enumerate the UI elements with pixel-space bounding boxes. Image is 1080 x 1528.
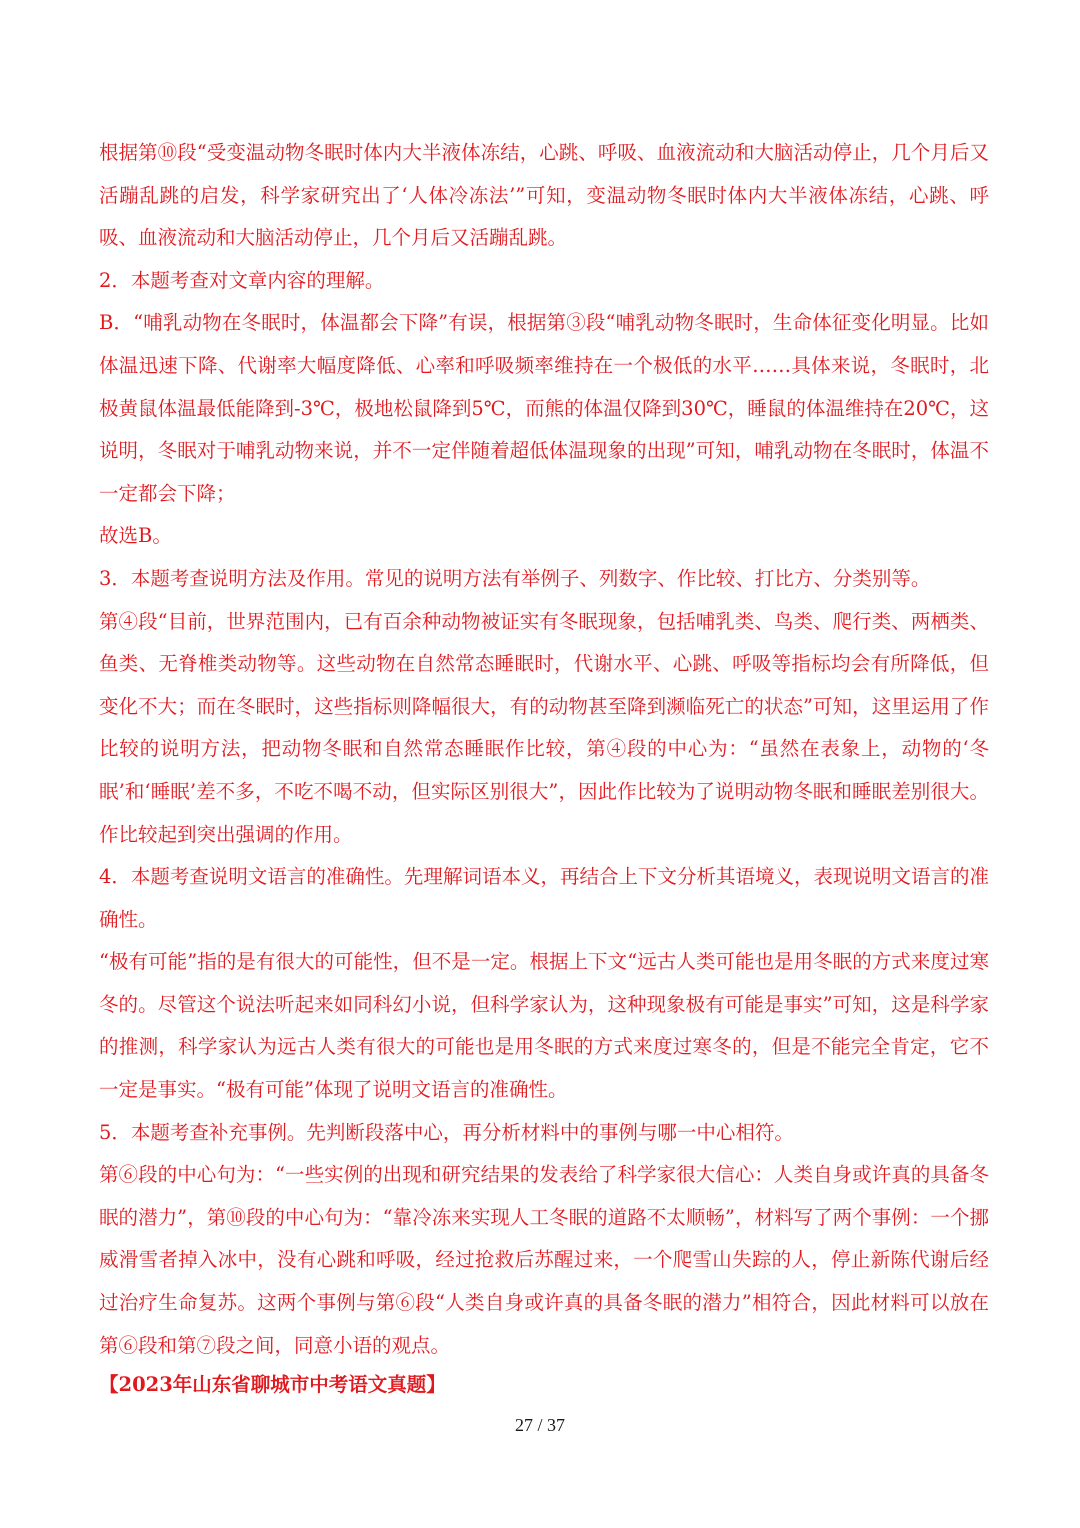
paragraph-q2-analysis: B．“哺乳动物在冬眠时，体温都会下降”有误，根据第③段“哺乳动物冬眠时，生命体征变化明显。比如体温迅速下降、代谢率大幅度降低、心率和呼吸频率维持在一个极低的水平……具体来说，冬眠时，北极黄鼠体温最低能降到-3℃，极地松鼠降到5℃，而熊的体温仅降到30℃，睡鼠的体温维持在20℃，这说明，冬眠对于哺乳动物来说，并不一定伴随着超低体温现象的出现”可知，哺乳动物在冬眠时，体温不一定都会下降； xyxy=(99,311,989,505)
paragraph-q1-tail: 根据第⑩段“受变温动物冬眠时体内大半液体冻结，心跳、呼吸、血液流动和大脑活动停止，几个月后又活蹦乱跳的启发，科学家研究出了‘人体冷冻法’”可知，变温动物冬眠时体内大半液体冻结，心跳、呼吸、血液流动和大脑活动停止，几个月后又活蹦乱跳。 xyxy=(99,141,989,250)
paragraph-q4-intro: 4．本题考查说明文语言的准确性。先理解词语本义，再结合上下文分析其语境义，表现说明文语言的准确性。 xyxy=(99,865,989,931)
paragraph-q5-intro: 5．本题考查补充事例。先判断段落中心，再分析材料中的事例与哪一中心相符。 xyxy=(99,1120,794,1144)
section-heading: 【2023年山东省聊城市中考语文真题】 xyxy=(99,1373,446,1396)
paragraph-q5-analysis: 第⑥段的中心句为：“一些实例的出现和研究结果的发表给了科学家很大信心：人类自身或许真的具备冬眠的潜力”，第⑩段的中心句为：“靠冷冻来实现人工冬眠的道路不太顺畅”，材料写了两个事例：一个挪威滑雪者掉入冰中，没有心跳和呼吸，经过抢救后苏醒过来，一个爬雪山失踪的人，停止新陈代谢后经过治疗生命复苏。这两个事例与第⑥段“人类自身或许真的具备冬眠的潜力”相符合，因此材料可以放在第⑥段和第⑦段之间，同意小语的观点。 xyxy=(99,1163,989,1357)
paragraph-q3-intro: 3．本题考查说明方法及作用。常见的说明方法有举例子、列数字、作比较、打比方、分类别等。 xyxy=(99,566,931,590)
paragraph-q2-answer: 故选B。 xyxy=(99,524,172,548)
paragraph-q4-analysis: “极有可能”指的是有很大的可能性，但不是一定。根据上下文“远古人类可能也是用冬眠的方式来度过寒冬的。尽管这个说法听起来如同科幻小说，但科学家认为，这种现象极有可能是事实”可知，这是科学家的推测，科学家认为远古人类有很大的可能也是用冬眠的方式来度过寒冬的，但是不能完全肯定，它不一定是事实。“极有可能”体现了说明文语言的准确性。 xyxy=(99,950,989,1102)
answer-analysis-body xyxy=(99,132,989,1367)
paragraph-q2-intro: 2．本题考查对文章内容的理解。 xyxy=(99,268,385,292)
paragraph-q3-analysis: 第④段“目前，世界范围内，已有百余种动物被证实有冬眠现象，包括哺乳类、鸟类、爬行类、两栖类、鱼类、无脊椎类动物等。这些动物在自然常态睡眠时，代谢水平、心跳、呼吸等指标均会有所降低，但变化不大；而在冬眠时，这些指标则降幅很大，有的动物甚至降到濒临死亡的状态”可知，这里运用了作比较的说明方法，把动物冬眠和自然常态睡眠作比较，第④段的中心为：“虽然在表象上，动物的‘冬眠’和‘睡眠’差不多，不吃不喝不动，但实际区别很大”，因此作比较为了说明动物冬眠和睡眠差别很大。作比较起到突出强调的作用。 xyxy=(99,609,989,846)
page-number: 27 / 37 xyxy=(514,1415,565,1435)
